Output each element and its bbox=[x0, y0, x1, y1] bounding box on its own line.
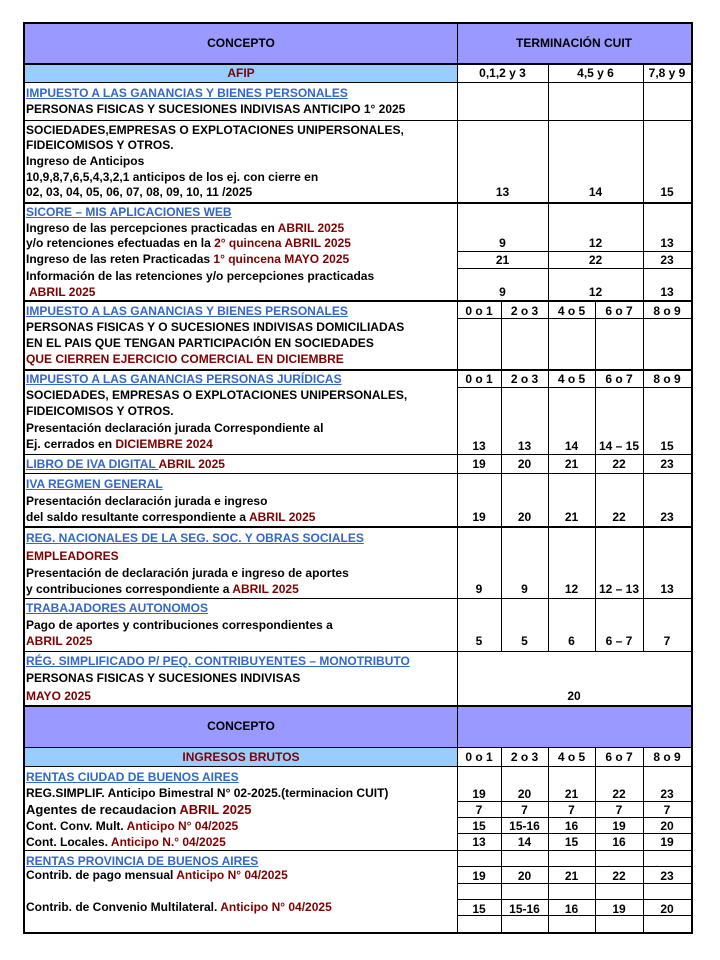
date-value: 9 bbox=[521, 582, 528, 596]
date-value: 19 bbox=[472, 457, 486, 471]
caba-line-3: Cont. Conv. Mult. Anticipo N° 04/2025 bbox=[26, 819, 239, 833]
afip-label: AFIP bbox=[227, 66, 255, 80]
iva-digital-row bbox=[26, 457, 225, 472]
ganancias-bienes-link[interactable]: IMPUESTO A LAS GANANCIAS Y BIENES PERSONALES bbox=[26, 86, 348, 100]
date-value: 15-16 bbox=[509, 902, 540, 916]
concept-header-2: CONCEPTO bbox=[207, 719, 275, 733]
ingresos-label: INGRESOS BRUTOS bbox=[182, 750, 300, 764]
date-value: 14 bbox=[564, 439, 579, 453]
date-value: 14 bbox=[517, 835, 532, 849]
ganancias2-line-1: PERSONAS FISICAS Y O SUCESIONES INDIVISAS DOMICILIADAS bbox=[26, 320, 405, 334]
sicore-line-5: ABRIL 2025 bbox=[29, 285, 96, 299]
date-value: 21 bbox=[564, 510, 579, 524]
date-value: 22 bbox=[612, 457, 626, 471]
cuit-col-header: 4 o 5 bbox=[557, 372, 586, 386]
cuit-col-header: 6 o 7 bbox=[605, 372, 633, 386]
sociedades-line-1: SOCIEDADES,EMPRESAS O EXPLOTACIONES UNIPERSONALES, bbox=[26, 123, 404, 137]
cuit-col-header: 0 o 1 bbox=[465, 304, 493, 318]
date-value: 15 bbox=[660, 439, 674, 453]
date-value: 23 bbox=[660, 253, 674, 267]
date-value: 23 bbox=[660, 869, 674, 883]
cuit-col-header: 8 o 9 bbox=[653, 372, 681, 386]
iva-digital-link[interactable]: LIBRO DE IVA DIGITAL bbox=[26, 457, 159, 471]
date-value: 21 bbox=[564, 457, 579, 471]
date-value: 13 bbox=[660, 236, 674, 250]
cuit-col-header: 6 o 7 bbox=[605, 304, 633, 318]
juridicas-line-3: Presentación declaración jurada Correspondiente al bbox=[26, 421, 324, 435]
seg-soc-line-1: Presentación de declaración jurada e ingreso de aportes bbox=[26, 566, 349, 580]
cuit-col-header: 2 o 3 bbox=[510, 372, 539, 386]
date-value: 14 – 15 bbox=[598, 439, 640, 453]
caba-line-2: Agentes de recaudacion ABRIL 2025 bbox=[26, 802, 252, 817]
date-value: 19 bbox=[612, 902, 626, 916]
sociedades-line-3: Ingreso de Anticipos bbox=[26, 154, 145, 168]
seg-soc-line-2: y contribuciones correspondiente a ABRIL 2025 bbox=[26, 582, 299, 596]
date-value: 6 – 7 bbox=[605, 634, 633, 648]
sicore-line-4: Información de las retenciones y/o percepciones practicadas bbox=[26, 269, 375, 283]
iva-digital-period: ABRIL 2025 bbox=[158, 457, 225, 471]
date-value: 7 bbox=[521, 803, 528, 817]
date-value: 9 bbox=[499, 285, 506, 299]
date-value: 19 bbox=[472, 510, 486, 524]
date-value: 13 bbox=[495, 185, 510, 199]
afip-col-3: 7,8 y 9 bbox=[648, 66, 686, 80]
pba-line-2: Contrib. de Convenio Multilateral. Anticipo N° 04/2025 bbox=[26, 900, 332, 914]
juridicas-line-1: SOCIEDADES, EMPRESAS O EXPLOTACIONES UNIPERSONALES, bbox=[26, 388, 408, 402]
juridicas-line-2: FIDEICOMISOS Y OTROS. bbox=[26, 404, 174, 418]
date-value: 5 bbox=[521, 634, 528, 648]
calendar-table bbox=[23, 22, 693, 934]
date-value: 15-16 bbox=[509, 819, 540, 833]
date-value: 12 bbox=[588, 285, 603, 299]
date-value: 16 bbox=[612, 835, 626, 849]
afip-col-1: 0,1,2 y 3 bbox=[479, 66, 526, 80]
monotributo-line-1: PERSONAS FISICAS Y SUCESIONES INDIVISAS bbox=[26, 671, 301, 685]
date-value: 13 bbox=[472, 835, 486, 849]
sociedades-line-2: FIDEICOMISOS Y OTROS. bbox=[26, 138, 174, 152]
iva-general-line-2: del saldo resultante correspondiente a ABRIL 2025 bbox=[26, 510, 316, 524]
date-value: 23 bbox=[660, 457, 674, 471]
date-value: 19 bbox=[472, 787, 486, 801]
date-value: 15 bbox=[472, 819, 486, 833]
date-value: 13 bbox=[472, 439, 486, 453]
autonomos-line-1: Pago de aportes y contribuciones correspondientes a bbox=[26, 618, 333, 632]
sicore-link[interactable]: SICORE – MIS APLICACIONES WEB bbox=[26, 205, 232, 219]
date-value: 22 bbox=[588, 253, 603, 267]
afip-col-2: 4,5 y 6 bbox=[577, 66, 614, 80]
date-value: 6 bbox=[568, 634, 575, 648]
date-value: 7 bbox=[475, 803, 483, 817]
caba-link[interactable]: RENTAS CIUDAD DE BUENOS AIRES bbox=[26, 770, 239, 784]
date-value: 5 bbox=[475, 634, 483, 648]
date-value: 15 bbox=[564, 835, 579, 849]
date-value: 7 bbox=[568, 803, 575, 817]
iva-general-line-1: Presentación declaración jurada e ingreso bbox=[26, 494, 268, 508]
date-value: 21 bbox=[564, 787, 579, 801]
date-value: 12 – 13 bbox=[598, 582, 640, 596]
monotributo-link[interactable]: RÉG. SIMPLIFICADO P/ PEQ. CONTRIBUYENTES – MONOTRIBUTO bbox=[26, 654, 410, 668]
cuit-col-header: 8 o 9 bbox=[653, 750, 681, 764]
date-value: 22 bbox=[612, 787, 626, 801]
date-value: 20 bbox=[567, 689, 581, 703]
date-value: 15 bbox=[472, 902, 486, 916]
caba-line-1: REG.SIMPLIF. Anticipo Bimestral N° 02-2025.(terminacion CUIT) bbox=[26, 786, 389, 800]
cuit-col-header: 8 o 9 bbox=[653, 304, 681, 318]
date-value: 23 bbox=[660, 787, 674, 801]
cuit-col-header: 4 o 5 bbox=[557, 750, 586, 764]
cuit-col-header: 2 o 3 bbox=[510, 750, 539, 764]
autonomos-line-2: ABRIL 2025 bbox=[26, 634, 93, 648]
autonomos-link[interactable]: TRABAJADORES AUTONOMOS bbox=[26, 601, 209, 615]
date-value: 12 bbox=[564, 582, 579, 596]
cuit-col-header: 4 o 5 bbox=[557, 304, 586, 318]
juridicas-link[interactable]: IMPUESTO A LAS GANANCIAS PERSONAS JURÍDICAS bbox=[26, 372, 342, 386]
iva-general-link[interactable]: IVA REGMEN GENERAL bbox=[26, 477, 163, 491]
date-value: 16 bbox=[564, 902, 579, 916]
sociedades-line-5: 02, 03, 04, 05, 06, 07, 08, 09, 10, 11 /2025 bbox=[26, 185, 253, 199]
seg-soc-link[interactable]: REG. NACIONALES DE LA SEG. SOC. Y OBRAS SOCIALES bbox=[26, 531, 364, 545]
date-value: 15 bbox=[660, 185, 674, 199]
date-value: 12 bbox=[588, 236, 603, 250]
caba-line-4: Cont. Locales. Anticipo N.° 04/2025 bbox=[26, 835, 226, 849]
cuit-col-header: 2 o 3 bbox=[510, 304, 539, 318]
date-value: 20 bbox=[660, 819, 674, 833]
date-value: 16 bbox=[564, 819, 579, 833]
pba-line-1: Contrib. de pago mensual Anticipo N° 04/2025 bbox=[26, 868, 288, 882]
cuit-col-header: 0 o 1 bbox=[465, 750, 493, 764]
date-value: 14 bbox=[588, 185, 603, 199]
sociedades-line-4: 10,9,8,7,6,5,4,3,2,1 anticipos de los ej. con cierre en bbox=[26, 170, 319, 184]
date-value: 20 bbox=[517, 457, 532, 471]
date-value: 22 bbox=[612, 869, 626, 883]
date-value: 20 bbox=[517, 787, 532, 801]
cuit-col-header: 0 o 1 bbox=[465, 372, 493, 386]
sicore-line-3: Ingreso de las reten Practicadas 1° quincena MAYO 2025 bbox=[26, 252, 350, 266]
date-value: 9 bbox=[499, 236, 506, 250]
date-value: 21 bbox=[564, 869, 579, 883]
ganancias-line-1: PERSONAS FISICAS Y SUCESIONES INDIVISAS ANTICIPO 1° 2025 bbox=[26, 102, 406, 116]
date-value: 19 bbox=[472, 869, 486, 883]
date-value: 9 bbox=[475, 582, 483, 596]
date-value: 13 bbox=[517, 439, 532, 453]
date-value: 7 bbox=[663, 803, 671, 817]
concept-header: CONCEPTO bbox=[207, 36, 275, 50]
ganancias2-line-3: QUE CIERREN EJERCICIO COMERCIAL EN DICIEMBRE bbox=[26, 352, 344, 366]
date-value: 20 bbox=[660, 902, 674, 916]
sicore-line-1: Ingreso de las percepciones practicadas en ABRIL 2025 bbox=[26, 221, 345, 235]
ganancias-bienes-link-2[interactable]: IMPUESTO A LAS GANANCIAS Y BIENES PERSONALES bbox=[26, 304, 348, 318]
date-value: 19 bbox=[660, 835, 674, 849]
cuit-col-header: 6 o 7 bbox=[605, 750, 633, 764]
date-value: 21 bbox=[495, 253, 510, 267]
date-value: 23 bbox=[660, 510, 674, 524]
monotributo-line-2: MAYO 2025 bbox=[26, 689, 91, 703]
sicore-line-2: y/o retenciones efectuadas en la 2° quincena ABRIL 2025 bbox=[26, 236, 351, 250]
date-value: 22 bbox=[612, 510, 626, 524]
date-value: 19 bbox=[612, 819, 626, 833]
pba-link[interactable]: RENTAS PROVINCIA DE BUENOS AIRES bbox=[26, 854, 259, 868]
date-value: 7 bbox=[663, 634, 671, 648]
date-value: 7 bbox=[615, 803, 623, 817]
date-value: 20 bbox=[517, 510, 532, 524]
ganancias2-line-2: EN EL PAIS QUE TENGAN PARTICIPACIÓN EN SOCIEDADES bbox=[26, 336, 374, 350]
seg-soc-sub: EMPLEADORES bbox=[26, 549, 119, 563]
date-value: 13 bbox=[660, 285, 674, 299]
juridicas-line-4: Ej. cerrados en DICIEMBRE 2024 bbox=[26, 437, 213, 451]
date-value: 20 bbox=[517, 869, 532, 883]
date-value: 13 bbox=[660, 582, 674, 596]
termination-header: TERMINACIÓN CUIT bbox=[516, 36, 632, 50]
